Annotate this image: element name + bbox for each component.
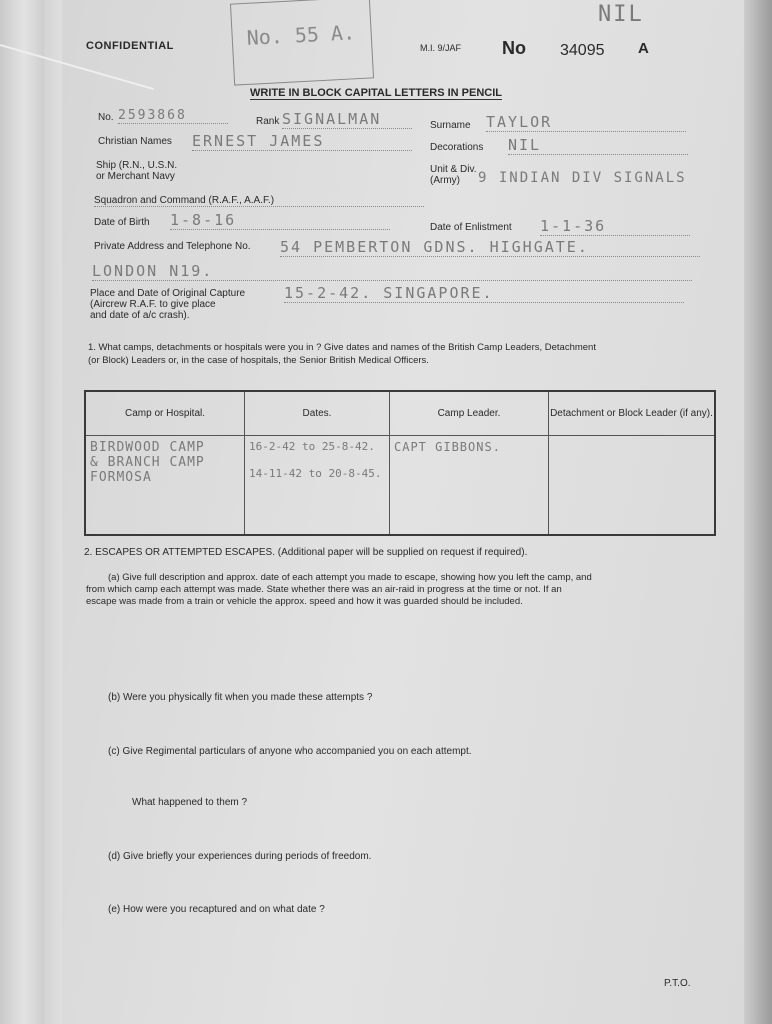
surname-value: TAYLOR xyxy=(486,113,686,132)
form-number: 34095 xyxy=(560,42,605,59)
camp-header-leader: Camp Leader. xyxy=(390,391,549,435)
camp-header-camp: Camp or Hospital. xyxy=(85,391,245,435)
detachment-cell xyxy=(549,435,716,535)
camp-name-2: & BRANCH CAMP xyxy=(90,454,205,470)
q2-e: (e) How were you recaptured and on what date ? xyxy=(108,904,325,915)
rank-label: Rank xyxy=(256,116,280,127)
q2-b: (b) Were you physically fit when you made these attempts ? xyxy=(108,692,373,703)
decorations-label: Decorations xyxy=(430,142,484,153)
dates-cell xyxy=(245,435,390,535)
q2-a-2: from which camp each attempt was made. State whether there was an air-raid in progress at the time or not. If an xyxy=(86,584,562,595)
unit-label-1: Unit & Div. xyxy=(430,164,477,175)
dob-label: Date of Birth xyxy=(94,217,150,228)
capture-label-1: Place and Date of Original Capture xyxy=(90,288,246,299)
camp-header-detachment: Detachment or Block Leader (if any). xyxy=(549,391,716,435)
address-value-1: 54 PEMBERTON GDNS. HIGHGATE. xyxy=(280,238,700,257)
instruction-heading: WRITE IN BLOCK CAPITAL LETTERS IN PENCIL xyxy=(250,87,502,99)
q1-text-1: 1. What camps, detachments or hospitals were you in ? Give dates and names of the British Camp Leaders, Detachment xyxy=(88,342,596,353)
capture-label-2: (Aircrew R.A.F. to give place xyxy=(90,299,216,310)
decorations-value: NIL xyxy=(508,136,688,155)
corner-note: NIL xyxy=(598,2,644,27)
capture-label-3: and date of a/c crash). xyxy=(90,310,190,321)
q2-c: (c) Give Regimental particulars of anyone who accompanied you on each attempt. xyxy=(108,746,472,757)
q2-d: (d) Give briefly your experiences during periods of freedom. xyxy=(108,851,372,862)
no-label: No xyxy=(502,38,526,58)
squadron-label: Squadron and Command (R.A.F., A.A.F.) xyxy=(94,195,424,207)
dates-1: 16-2-42 to 25-8-42. xyxy=(249,439,375,453)
camp-cell xyxy=(85,435,245,535)
christian-label: Christian Names xyxy=(98,136,172,147)
confidential-label: CONFIDENTIAL xyxy=(86,40,174,52)
address-value-2: LONDON N19. xyxy=(92,262,692,281)
camp-header-dates: Dates. xyxy=(245,391,390,435)
surname-label: Surname xyxy=(430,120,471,131)
pto-label: P.T.O. xyxy=(664,978,691,989)
leader-1: CAPT GIBBONS. xyxy=(394,439,501,454)
christian-value: ERNEST JAMES xyxy=(192,132,412,151)
dates-2: 14-11-42 to 20-8-45. xyxy=(249,466,382,480)
enlist-label: Date of Enlistment xyxy=(430,222,512,233)
leader-cell xyxy=(390,435,549,535)
q2-a-3: escape was made from a train or vehicle the approx. speed and how it was guarded should be included. xyxy=(86,596,523,607)
dob-value: 1-8-16 xyxy=(170,211,390,230)
unit-label-2: (Army) xyxy=(430,175,460,186)
ship-label-2: or Merchant Navy xyxy=(96,171,175,182)
camp-name-1: BIRDWOOD CAMP xyxy=(90,439,205,455)
form-letter: A xyxy=(638,40,649,57)
enlist-value: 1-1-36 xyxy=(540,217,690,236)
address-label: Private Address and Telephone No. xyxy=(94,241,251,252)
stamp-text: No. 55 A. xyxy=(246,20,356,50)
camp-name-3: FORMOSA xyxy=(90,469,152,485)
no-field-label: No. xyxy=(98,112,114,123)
ref-label: M.I. 9/JAF xyxy=(420,43,462,53)
rank-value: SIGNALMAN xyxy=(282,110,412,129)
q2-heading: 2. ESCAPES OR ATTEMPTED ESCAPES. (Additional paper will be supplied on request if required). xyxy=(84,547,528,558)
q2-a-1: (a) Give full description and approx. date of each attempt you made to escape, showing how you left the camp, and xyxy=(108,572,592,583)
unit-value: 9 INDIAN DIV SIGNALS xyxy=(478,170,687,186)
q2-c2: What happened to them ? xyxy=(132,797,248,808)
capture-value: 15-2-42. SINGAPORE. xyxy=(284,284,684,303)
no-field-value: 2593868 xyxy=(118,108,228,124)
ship-label-1: Ship (R.N., U.S.N. xyxy=(96,160,178,171)
stamp-box xyxy=(230,0,374,86)
camp-table xyxy=(84,390,716,536)
q1-text-2: (or Block) Leaders or, in the case of hospitals, the Senior British Medical Officers. xyxy=(88,355,429,366)
